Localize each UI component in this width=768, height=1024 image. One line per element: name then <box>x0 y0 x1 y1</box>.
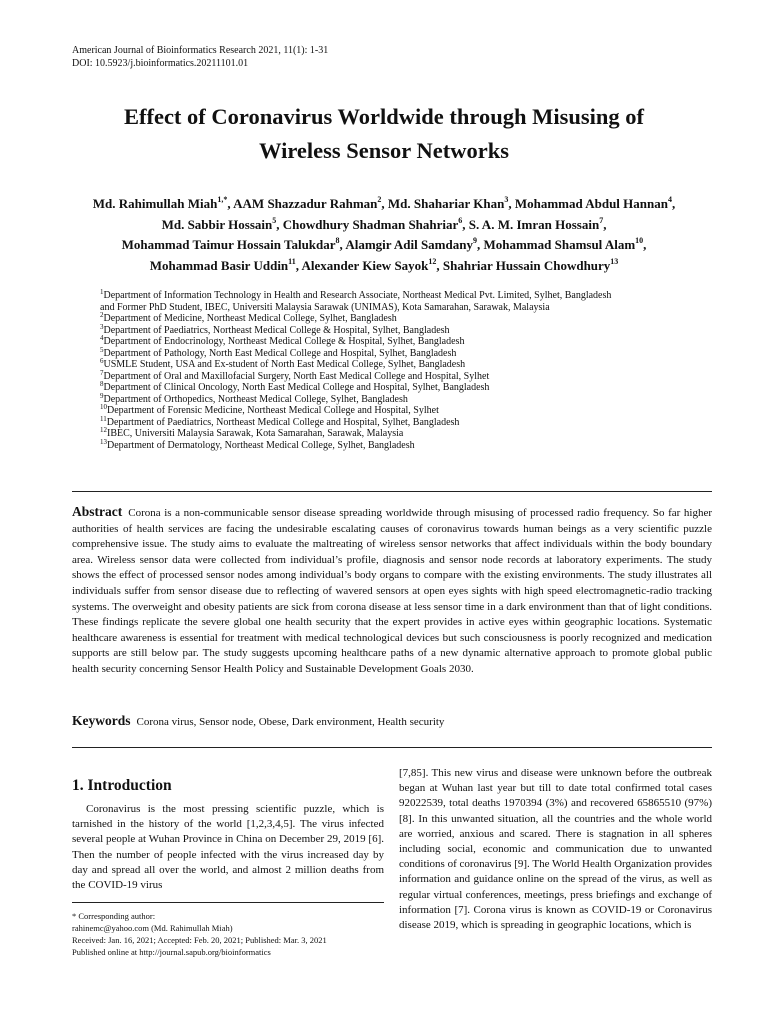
author-line: Md. Rahimullah Miah$^{1,*}$, AAM Shazzadur Rahman$^2$, Md. Shahariar Khan$^3$, Mohammad Abdul Hannan$^4$, <box>92 195 676 211</box>
affiliation-item <box>100 359 700 371</box>
author-name: Md. Rahimullah Miah <box>92 196 218 211</box>
journal-citation: American Journal of Bioinformatics Research 2021, 11(1): 1-31 <box>72 45 329 56</box>
affiliation-sup: 11 <box>100 414 107 423</box>
keywords-label: Keywords <box>72 713 131 728</box>
author-affil-sup: 2 <box>377 195 382 204</box>
author-name: AAM Shazzadur Rahman <box>233 196 378 211</box>
affiliation-text: Department of Information Technology in Health and Research Associate, Northeast Medical Pvt. Limited, Sylhet, Bangladesh <box>103 290 612 301</box>
doi-link[interactable]: DOI: 10.5923/j.bioinformatics.20211101.01 <box>72 58 249 69</box>
author-affil-sup: 3 <box>504 195 509 204</box>
author-name: Mohammad Basir Uddin <box>149 257 289 273</box>
affiliation-item <box>100 405 700 417</box>
affiliation-sup: 3 <box>100 322 104 331</box>
author-affil-sup: 6 <box>458 215 463 225</box>
affiliation-text: Department of Forensic Medicine, Northeast Medical College and Hospital, Sylhet <box>107 405 439 416</box>
author-name: Alexander Kiew Sayok <box>301 257 429 273</box>
affiliation-item <box>100 414 700 429</box>
author-affil-sup: 5 <box>272 215 277 225</box>
affiliation-text: Department of Paediatrics, Northeast Medical College and Hospital, Sylhet, Bangladesh <box>106 416 460 428</box>
author-line: Md. Sabbir Hossain$^5$, Chowdhury Shadman Shahriar$^6$, S. A. M. Imran Hossain$^7$, <box>161 215 607 232</box>
affiliation-item <box>100 313 700 325</box>
intro-left-text: Coronavirus is the most pressing scientific puzzle, which is tarnished in the history of the world [1,2,3,4,5]. The virus infected several people at Wuhan Province in China on December 29, 2019 [6]. Then the number of people infected with the virus increased day by day and spread all over the world, and almost 2 million deaths from the COVID-19 virus <box>72 803 384 892</box>
footnote-online[interactable]: Published online at http://journal.sapub.org/bioinformatics <box>72 947 271 957</box>
divider <box>72 491 712 492</box>
affiliation-text: Department of Paediatrics, Northeast Medical College & Hospital, Sylhet, Bangladesh <box>103 324 450 336</box>
abstract-text: Corona is a non-communicable sensor disease spreading worldwide through misusing of processed radio frequency. So far higher authorities of health services are facing the undesirable escalating causes of coronavirus towards human beings as a very scientific puzzle comprehensive issue. The study aims to evaluate the maltreating of wireless sensor networks that affect individuals within the body boundary area. Wireless sensor data were collected from individual’s profile, diagnosis and sensor node records at laboratory experiments. The study shows the effect of processed sensor nodes among individual’s body organs to compare with the existing environments. The study illustrates all individuals suffer from sensor disease due to reflecting of wavered sensors at open eyes sights with high speed electromagnetic-radio tracking systems. The overweight and obesity patients are sick from corona disease at less sensor time in a dark environment than that of light conditions. These findings replicate the severe global one health security that the expert provides in active eyes within geographic locations. Systematic healthcare awareness is essential for treatment with medical technological devices but such consciousness is poorly recognized and medication supports are still below par. The study suggests upcoming healthcare paths of a new dynamic alternative approach to promote global public health security concerning Sensor Health Policy and Sustainable Development Goals 2030. <box>72 507 712 675</box>
author-affil-sup: 10 <box>635 236 644 245</box>
affiliation-sup: 1 <box>100 288 104 296</box>
author-name: Md. Sabbir Hossain <box>161 216 273 232</box>
affiliation-item <box>100 345 700 360</box>
author-name: Mohammad Abdul Hannan <box>514 196 668 211</box>
author-name: Mohammad Shamsul Alam <box>483 237 636 252</box>
affiliation-sup: 10 <box>100 403 107 411</box>
affiliation-text: USMLE Student, USA and Ex-student of North East Medical College, Sylhet, Bangladesh <box>103 359 466 370</box>
author-name: Mohammad Taimur Hossain Talukdar <box>121 237 336 252</box>
affiliation-sup: 2 <box>100 311 104 319</box>
affiliation-item <box>100 391 700 406</box>
footnote-email[interactable]: rahinemc@yahoo.com (Md. Rahimullah Miah) <box>72 923 233 933</box>
paper-title <box>60 100 708 168</box>
affiliation-item <box>100 428 700 440</box>
divider <box>72 747 712 748</box>
footnote-divider <box>72 902 384 903</box>
affiliation-sup: 7 <box>100 368 104 377</box>
affiliation-item <box>100 336 700 348</box>
affiliation-sup: 5 <box>100 345 104 354</box>
author-affil-sup: 4 <box>667 195 672 204</box>
affiliation-item <box>100 322 700 337</box>
journal-header <box>72 44 328 70</box>
keywords-text: Corona virus, Sensor node, Obese, Dark environment, Health security <box>136 716 445 728</box>
author-affil-sup: 9 <box>472 236 477 245</box>
keywords <box>72 713 712 730</box>
affiliation-item <box>100 290 700 302</box>
abstract <box>72 504 712 678</box>
affiliation-item <box>100 437 700 452</box>
author-affil-sup: 12 <box>428 256 437 266</box>
title-line: Effect of Coronavirus Worldwide through Misusing of <box>123 104 645 129</box>
affiliation-text: Department of Endocrinology, Northeast Medical College & Hospital, Sylhet, Bangladesh <box>103 336 465 347</box>
author-line: Mohammad Taimur Hossain Talukdar$^8$, Alamgir Adil Samdany$^9$, Mohammad Shamsul Alam$^{10}$, <box>121 236 647 252</box>
footnote-corresponding: * Corresponding author: <box>72 911 156 921</box>
affiliation-text: Department of Dermatology, Northeast Medical College, Sylhet, Bangladesh <box>107 439 415 451</box>
affiliation-sup: 8 <box>100 380 104 388</box>
author-affil-sup: 7 <box>599 215 604 225</box>
author-affil-sup: 1,* <box>217 195 228 204</box>
author-name: Shahriar Hussain Chowdhury <box>442 257 611 273</box>
intro-right-text: [7,85]. This new virus and disease were unknown before the outbreak began at Wuhan last year but till to date total confirmed total cases 92022539, total deaths 1970394 (3%) and recovered 65865510 (97%) [8]. In this unwanted situation, all the countries and the whole world are worried, anxious and scared. There is stagnation in all spheres including social, economic and communication due to unwanted conditions of coronavirus [9]. The World Health Organization provides information and guidance online on the spread of the virus, as well as regular virtual conferences, meetings, press briefings and exchange of information [7]. Corona virus is known as COVID-19 or Coronavirus disease 2019, which is spreading in geographic locations, which is <box>399 767 712 932</box>
author-affil-sup: 11 <box>288 256 296 266</box>
footnotes <box>72 910 384 958</box>
affiliation-text: Department of Orthopedics, Northeast Medical College, Sylhet, Bangladesh <box>103 393 408 405</box>
affiliation-sup: 13 <box>100 437 107 446</box>
footnote-dates: Received: Jan. 16, 2021; Accepted: Feb. 20, 2021; Published: Mar. 3, 2021 <box>72 935 327 945</box>
author-line: Mohammad Basir Uddin$^{11}$, Alexander Kiew Sayok$^{12}$, Shahriar Hussain Chowdhury$^{13}$ <box>149 256 619 273</box>
affiliation-text: Department of Medicine, Northeast Medical College, Sylhet, Bangladesh <box>103 313 397 324</box>
author-affil-sup: 13 <box>610 256 619 266</box>
affiliation-sup: 6 <box>100 357 104 365</box>
author-name: Md. Shahariar Khan <box>387 196 505 211</box>
affiliation-sup: 4 <box>100 334 104 342</box>
affiliation-sup: 9 <box>100 391 104 400</box>
affiliation-text: Department of Pathology, North East Medical College and Hospital, Sylhet, Bangladesh <box>103 347 457 359</box>
affiliation-item <box>100 382 700 394</box>
author-name: S. A. M. Imran Hossain <box>468 216 600 232</box>
affiliation-item <box>100 302 700 314</box>
section-heading: 1. Introduction <box>72 777 172 794</box>
abstract-label: Abstract <box>72 504 123 519</box>
affiliation-item <box>100 368 700 383</box>
author-name: Alamgir Adil Samdany <box>345 237 473 252</box>
author-list <box>60 194 708 276</box>
title-line: Wireless Sensor Networks <box>259 138 509 163</box>
author-affil-sup: 8 <box>335 236 340 245</box>
affiliation-text: and Former PhD Student, IBEC, Universiti Malaysia Sarawak (UNIMAS), Kota Samarahan, Sarawak, Malaysia <box>100 301 550 313</box>
author-name: Chowdhury Shadman Shahriar <box>282 216 459 232</box>
affiliation-sup: 12 <box>100 426 107 434</box>
affiliation-text: Department of Oral and Maxillofacial Surgery, North East Medical College and Hospital, Sylhet <box>103 370 490 382</box>
affiliation-text: IBEC, Universiti Malaysia Sarawak, Kota Samarahan, Sarawak, Malaysia <box>107 428 404 439</box>
affiliation-text: Department of Clinical Oncology, North East Medical College and Hospital, Sylhet, Bangladesh <box>103 382 490 393</box>
affiliation-list <box>100 290 700 451</box>
